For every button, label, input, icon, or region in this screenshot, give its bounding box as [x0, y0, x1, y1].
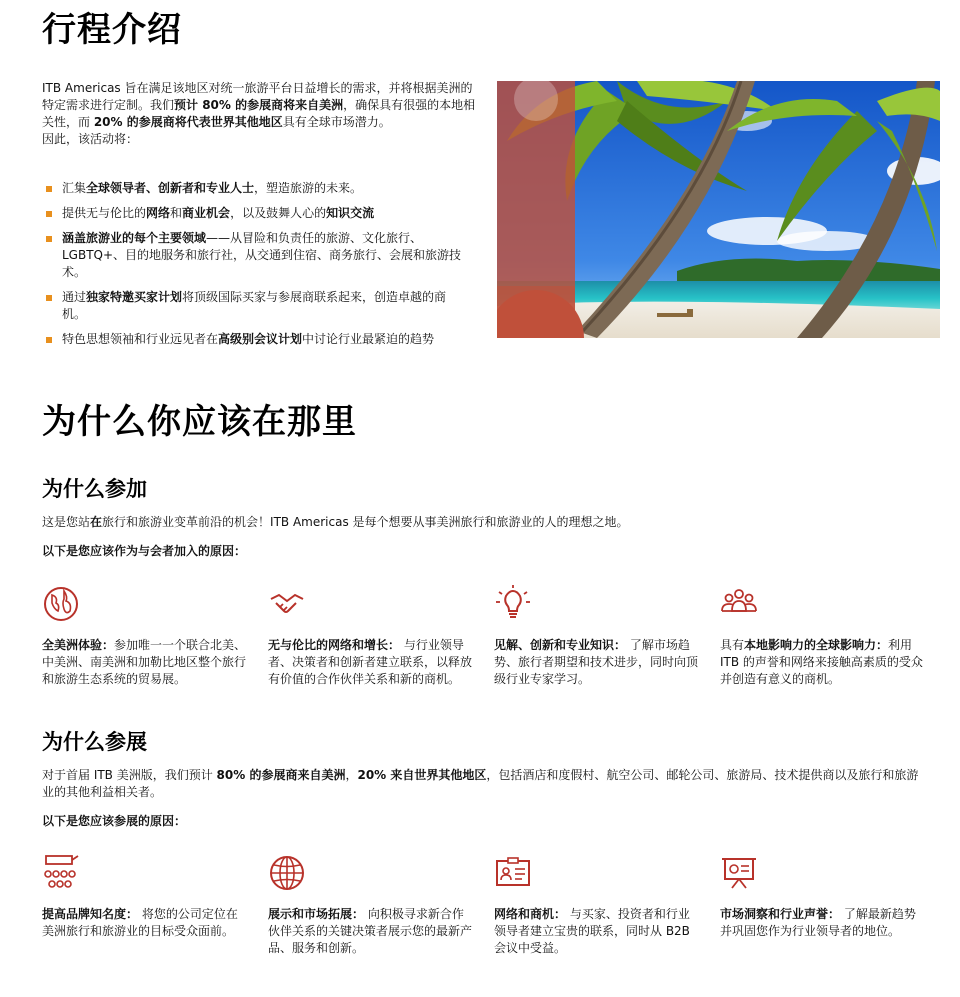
list-item: 涵盖旅游业的每个主要领域——从冒险和负责任的旅游、文化旅行、LGBTQ+、目的地服务和旅行社，从交通到住宿、商务旅行、会展和旅游技术。 — [42, 230, 467, 281]
why-attend-reasons-heading: 以下是您应该作为与会者加入的原因： — [42, 544, 247, 558]
id-card-icon — [494, 854, 532, 892]
exhibit-reason-text: 提高品牌知名度： 将您的公司定位在美洲旅行和旅游业的目标受众面前。 — [42, 907, 238, 938]
globe-grid-icon — [268, 854, 306, 892]
itinerary-intro — [42, 80, 482, 148]
exhibit-reason-text: 网络和商机： 与买家、投资者和行业领导者建立宝贵的联系，同时从 B2B 会议中受益。 — [494, 907, 690, 955]
beach-palm-illustration — [497, 81, 940, 338]
intro-text: ITB Americas 旨在满足该地区对统一旅游平台日益增长的需求，并将根据美洲的特定需求进行定制。我们预计 80% 的参展商将来自美洲，确保具有很强的本地相关性，而 20% 的参展商将代表世界其他地区具有全球市场潜力。 — [42, 81, 476, 129]
itinerary-bullet-list — [42, 180, 467, 356]
list-item: 汇集全球领导者、创新者和专业人士，塑造旅游的未来。 — [42, 180, 467, 197]
intro-lead: 因此，该活动将： — [42, 132, 139, 146]
why-attend-text: 这是您站在旅行和旅游业变革前沿的机会！ITB Americas 是每个想要从事美洲旅行和旅游业的人的理想之地。 — [42, 515, 629, 529]
bullet-square-icon — [46, 337, 52, 343]
itinerary-title: 行程介绍 — [42, 10, 182, 50]
attend-reason-text: 无与伦比的网络和增长： 与行业领导者、决策者和创新者建立联系，以释放有价值的合作伙伴关系和新的商机。 — [268, 638, 473, 686]
bullet-square-icon — [46, 295, 52, 301]
attend-reason-text: 见解、创新和专业知识： 了解市场趋势、旅行者期望和技术进步，同时向顶级行业专家学习。 — [494, 638, 699, 686]
bullet-square-icon — [46, 236, 52, 242]
attend-reason-text: 全美洲体验：参加唯一一个联合北美、中美洲、南美洲和加勒比地区整个旅行和旅游生态系统的贸易展。 — [42, 638, 247, 686]
people-group-icon — [720, 585, 758, 623]
why-exhibit-reasons-heading: 以下是您应该参展的原因： — [42, 814, 187, 828]
bullet-square-icon — [46, 186, 52, 192]
attend-reasons-grid — [42, 585, 932, 705]
list-item: 特色思想领袖和行业远见者在高级别会议计划中讨论行业最紧迫的趋势 — [42, 331, 467, 348]
attend-reason-text: 具有本地影响力的全球影响力：利用 ITB 的声誉和网络来接触高素质的受众并创造有意义的商机。 — [720, 638, 923, 686]
handshake-icon — [268, 585, 306, 623]
why-be-there-title: 为什么你应该在那里 — [42, 402, 357, 442]
hero-beach-image — [497, 81, 940, 338]
why-exhibit-title: 为什么参展 — [42, 730, 147, 754]
exhibit-reason-text: 市场洞察和行业声誉： 了解最新趋势并巩固您作为行业领导者的地位。 — [720, 907, 916, 938]
exhibit-reasons-grid — [42, 854, 932, 974]
why-exhibit-text: 对于首届 ITB 美洲版，我们预计 80% 的参展商来自美洲，20% 来自世界其他地区，包括酒店和度假村、航空公司、邮轮公司、旅游局、技术提供商以及旅行和旅游业的其他利益相关者。 — [42, 768, 919, 799]
list-item: 通过独家特邀买家计划将顶级国际买家与参展商联系起来，创造卓越的商机。 — [42, 289, 467, 323]
presentation-board-icon — [720, 854, 758, 892]
list-item: 提供无与伦比的网络和商业机会，以及鼓舞人心的知识交流 — [42, 205, 467, 222]
bullet-square-icon — [46, 211, 52, 217]
lightbulb-icon — [494, 585, 532, 623]
exhibit-reason-text: 展示和市场拓展： 向积极寻求新合作伙伴关系的关键决策者展示您的最新产品、服务和创新。 — [268, 907, 473, 955]
globe-icon — [42, 585, 80, 623]
audience-banner-icon — [42, 854, 80, 892]
why-attend-title: 为什么参加 — [42, 477, 147, 501]
